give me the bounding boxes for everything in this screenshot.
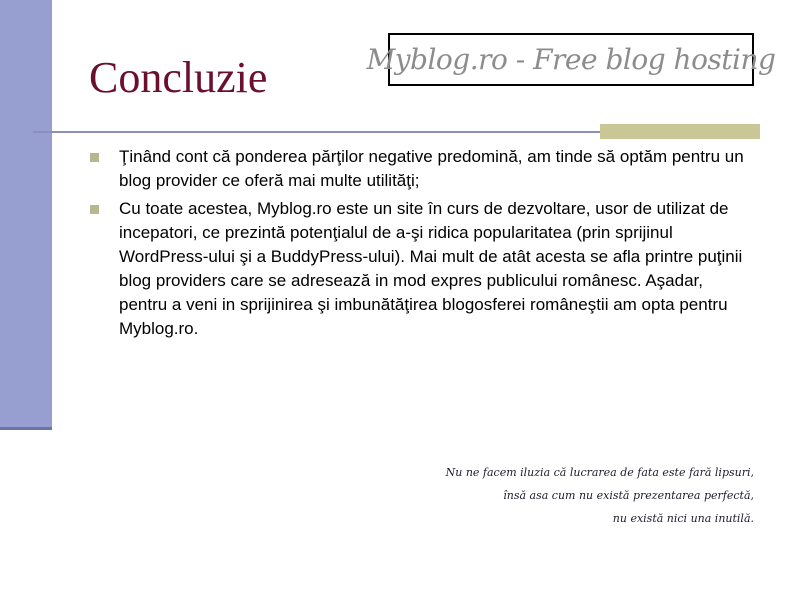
- square-bullet-icon: [90, 153, 99, 162]
- bullet-text: Cu toate acestea, Myblog.ro este un site în curs de dezvoltare, usor de utilizat de incepatori, ce prezintă potenţialul de a-şi ridica popularitatea (prin sprijinul WordPress-ului şi a BuddyPress-ului). Mai mult de atât acesta se afla printre puţinii blog providers care se adresează in mod expres publicului românesc. Aşadar, pentru a veni in sprijinirea şi imbunătăţirea blogosferei româneştii am opta pentru Myblog.ro.: [119, 199, 743, 338]
- bullet-text: Ţinând cont că ponderea părţilor negative predomină, am tinde să optăm pentru un blog provider ce oferă mai multe utilităţi;: [119, 147, 744, 190]
- closing-quote: [446, 461, 754, 530]
- logo-text: Myblog.ro - Free blog hosting: [366, 43, 776, 76]
- bullet-item: [90, 145, 750, 193]
- logo-banner: [366, 33, 776, 86]
- square-bullet-icon: [90, 205, 99, 214]
- quote-line: însă asa cum nu există prezentarea perfectă,: [503, 489, 754, 502]
- title-divider: [33, 131, 600, 133]
- quote-line: Nu ne facem iluzia că lucrarea de fata este fară lipsuri,: [445, 466, 754, 479]
- bullet-item: [90, 197, 750, 341]
- quote-line: nu există nici una inutilă.: [612, 512, 754, 525]
- left-decorative-bar: [0, 0, 52, 430]
- divider-accent: [600, 124, 760, 139]
- slide-title: Concluzie: [89, 53, 268, 102]
- bullet-list: [90, 145, 750, 345]
